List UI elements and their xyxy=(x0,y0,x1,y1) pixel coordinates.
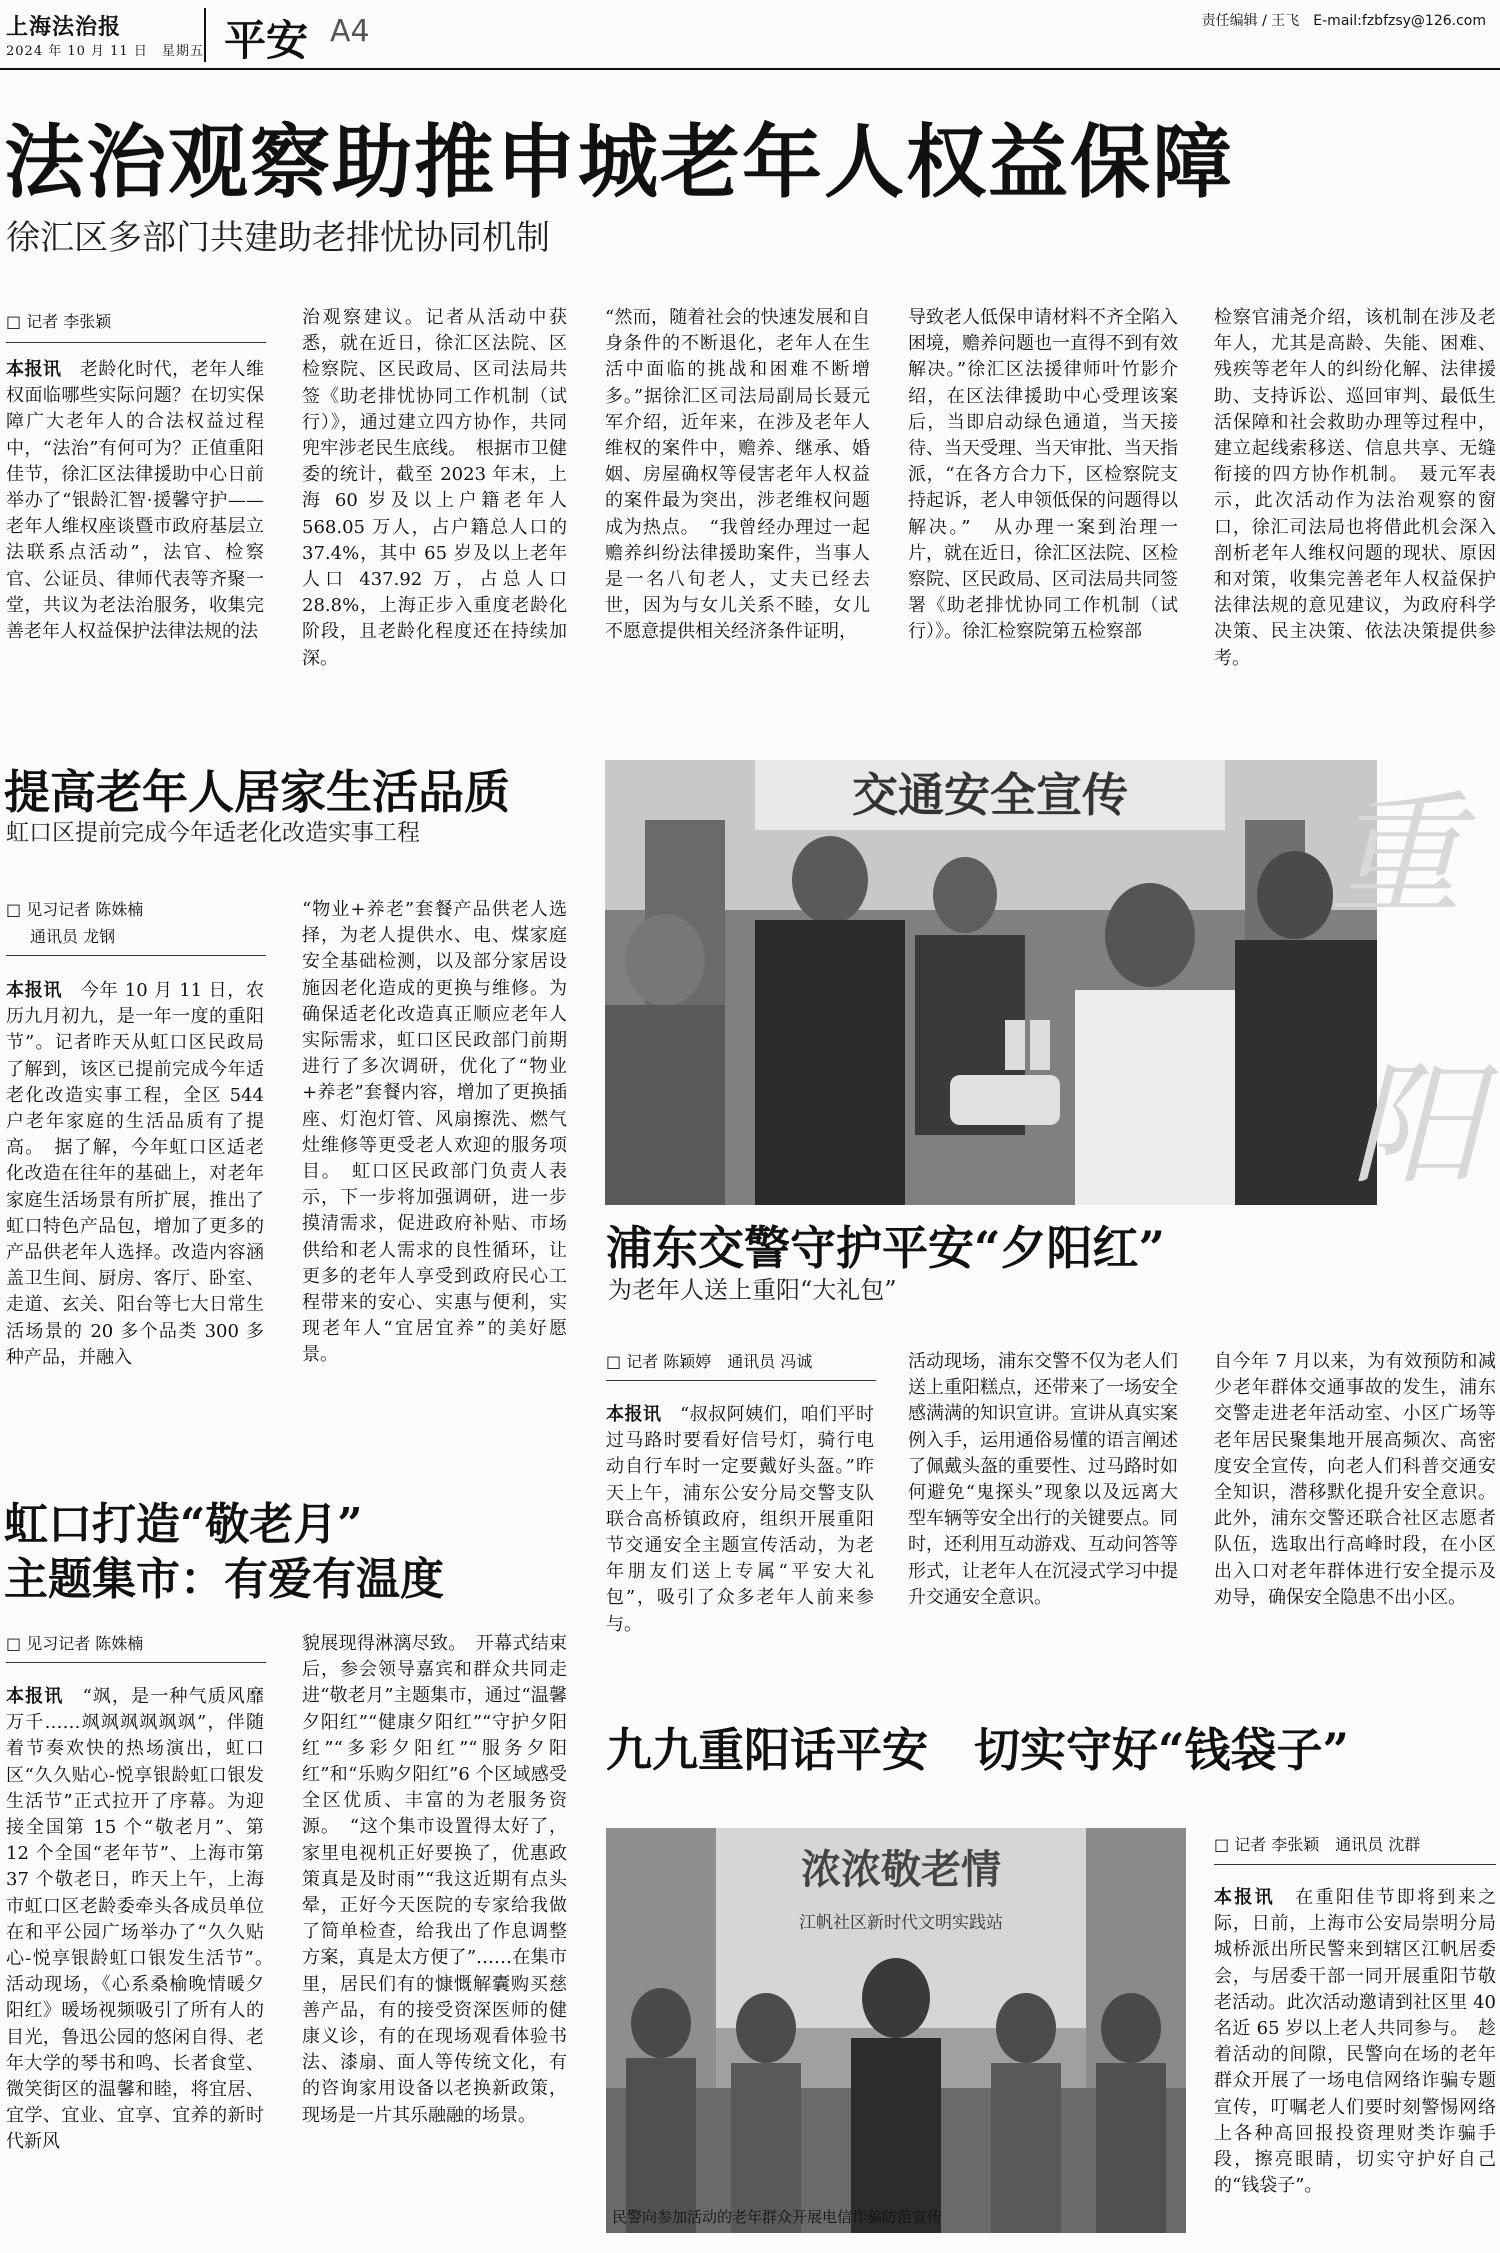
article1-column-1: 本报讯 老龄化时代，老年人维权面临哪些实际问题？在切实保障广大老年人的合法权益过程中，“法治”有何可为？正值重阳佳节，徐汇区法律援助中心日前举办了“银龄汇智·援馨守护——老年人维权座谈暨市政府基层立法联系点活动”，法官、检察官、公证员、律师代表等齐聚一堂，共议为老法治服务，收集完善老年人权益保护法律法规的法 xyxy=(6,359,265,643)
article2-lead: 本报讯 xyxy=(6,980,63,1001)
article4-photo xyxy=(605,760,1377,1205)
article4-headline: 浦东交警守护平安“夕阳红” xyxy=(606,1221,1165,1275)
article1-column-3: “然而，随着社会的快速发展和自身条件的不断退化，老年人在生活中面临的挑战和困难不断增多。”据徐汇区司法局副局长聂元军介绍，近年来，在涉及老年人维权的案件中，赡养、继承、婚姻、房屋确权等侵害老年人权益的案件最为突出，涉老维权问题成为热点。 “我曾经办理过一起赡养纠纷法律援助案件，当事人是一名八旬老人，丈夫已经去世，因为与女儿关系不睦，女儿不愿意提供相关经济条件证明， xyxy=(605,307,870,643)
byline-divider xyxy=(606,1380,876,1381)
decorative-character-yang: 阳 xyxy=(1350,1049,1482,1203)
byline-divider xyxy=(6,342,266,343)
article3-headline-line2: 主题集市：有爱有温度 xyxy=(4,1554,444,1605)
byline-divider xyxy=(1214,1864,1496,1865)
article3-column-2: 貌展现得淋漓尽致。 开幕式结束后，参会领导嘉宾和群众共同走进“敬老月”主题集市，通过“温馨夕阳红”“健康夕阳红”“守护夕阳红”“多彩夕阳红”“服务夕阳红”和“乐购夕阳红”6 个区域感受全区优质、丰富的为老服务资源。 “这个集市设置得太好了，家里电视机正好要换了，优惠政策真是及时雨”“我这近期有点头晕，正好今天医院的专家给我做了简单检查，给我出了作息调整方案，真是太方便了”……在集市里，居民们有的慷慨解囊购买慈善产品，有的接受资深医师的健康义诊，有的在现场观看体验书法、漆扇、面人等传统文化，有的咨询家用设备以老换新政策，现场是一片其乐融融的场景。 xyxy=(302,1633,567,2126)
article5-headline: 九九重阳话平安 切实守好“钱袋子” xyxy=(606,1723,1349,1777)
byline-divider xyxy=(6,1662,266,1663)
article5-byline: □ 记者 李张颖 通讯员 沈群 xyxy=(1214,1835,1421,1854)
article4-column-1: 本报讯 “叔叔阿姨们，咱们平时过马路时要看好信号灯，骑行电动自行车时一定要戴好头盔。”昨天上午，浦东公安分局交警支队联合高桥镇政府，组织开展重阳节交通安全主题宣传活动，为老年朋友们送上专属“平安大礼包”，吸引了众多老年人前来参与。 xyxy=(606,1404,875,1635)
article5-column-1: 本报讯 在重阳佳节即将到来之际，日前，上海市公安局崇明分局城桥派出所民警来到辖区江帆居委会，与居委干部一同开展重阳节敬老活动。此次活动邀请到社区里 40 名近 65 岁以上老人共同参与。 趁着活动的间隙，民警向在场的老年群众开展了一场电信网络诈骗专题宣传，叮嘱老人们要时刻警惕网络上各种高回报投资理财类诈骗手段，擦亮眼睛，切实守护好自己的“钱袋子”。 xyxy=(1214,1887,1497,2197)
article2-column-2: “物业+养老”套餐产品供老人选择，为老人提供水、电、煤家庭安全基础检测，以及部分家居设施因老化造成的更换与维修。为确保适老化改造真正顺应老年人实际需求，虹口区民政部门前期进行了多次调研，优化了“物业+养老”套餐内容，增加了更换插座、灯泡灯管、风扇擦洗、燃气灶维修等更受老人欢迎的服务项目。 虹口区民政部门负责人表示，下一步将加强调研，进一步摸清需求，促进政府补贴、市场供给和老人需求的良性循环，让更多的老年人享受到政府民心工程带来的安心、实惠与便利，实现老年人“宜居宜养”的美好愿景。 xyxy=(302,899,567,1366)
article1-column-4: 导致老人低保申请材料不齐全陷入困境，赡养问题也一直得不到有效解决。”徐汇区法援律师叶竹影介绍，在区法律援助中心受理该案后，当即启动绿色通道，当天接待、当天受理、当天审批、当天指派，“在各方合力下，区检察院支持起诉，老人申领低保的问题得以解决。” 从办理一案到治理一片，就在近日，徐汇区法院、区检察院、区民政局、区司法局共同签署《助老排忧协同工作机制（试行）》。徐汇检察院第五检察部 xyxy=(908,307,1178,643)
article1-headline: 法治观察助推申城老年人权益保障 xyxy=(4,115,1234,209)
article3-headline-line1: 虹口打造“敬老月” xyxy=(4,1499,363,1550)
article3-byline: □ 见习记者 陈姝楠 xyxy=(6,1634,144,1653)
page-number: A4 xyxy=(330,14,370,49)
article1-lead: 本报讯 xyxy=(6,359,62,380)
article2-headline: 提高老年人居家生活品质 xyxy=(4,765,510,819)
decorative-character-chong: 重 xyxy=(1330,779,1462,933)
masthead-logo: 上海法治报 xyxy=(6,14,122,40)
article1-byline: □ 记者 李张颖 xyxy=(6,312,112,331)
article4-column-2: 活动现场，浦东交警不仅为老人们送上重阳糕点，还带来了一场安全感满满的知识宣讲。宣讲从真实案例入手，运用通俗易懂的语言阐述了佩戴头盔的重要性、过马路时如何避免“鬼探头”现象以及远离大型车辆等安全出行的关键要点。同时，还利用互动游戏、互动问答等形式，让老年人在沉浸式学习中提升交通安全意识。 xyxy=(908,1351,1178,1608)
photo-banner-text: 浓浓敬老情 xyxy=(801,1846,1001,1893)
article4-lead: 本报讯 xyxy=(606,1404,662,1425)
article4-byline: □ 记者 陈颖婷 通讯员 冯诚 xyxy=(606,1352,813,1371)
article4-subhead: 为老年人送上重阳“大礼包” xyxy=(608,1276,897,1304)
photo-banner-subtext: 江帆社区新时代文明实践站 xyxy=(799,1913,1003,1933)
photo-sign-text: 交通安全宣传 xyxy=(852,768,1128,822)
article1-subhead: 徐汇区多部门共建助老排忧协同机制 xyxy=(6,218,550,258)
article1-column-5: 检察官浦尧介绍，该机制在涉及老年人，尤其是高龄、失能、困难、残疾等老年人的纠纷化解、法律援助、支持诉讼、巡回审判、最低生活保障和社会救助办理等过程中，建立起线索移送、信息共享、无缝衔接的四方协作机制。 聂元军表示，此次活动作为法治观察的窗口，徐汇司法局也将借此机会深入剖析老年人维权问题的现状、原因和对策，收集完善老年人权益保护法律法规的意见建议，为政府科学决策、民主决策、依法决策提供参考。 xyxy=(1214,307,1496,669)
article5-photo xyxy=(606,1828,1186,2233)
section-title: 平安 xyxy=(224,16,309,65)
article2-subhead: 虹口区提前完成今年适老化改造实事工程 xyxy=(6,820,420,846)
article4-column-3: 自今年 7 月以来，为有效预防和减少老年群体交通事故的发生，浦东交警走进老年活动室、小区广场等老年居民聚集地开展高频次、高密度安全宣传，向老人们科普交通安全知识，潜移默化提升安全意识。此外，浦东交警还联合社区志愿者队伍，选取出行高峰时段，在小区出入口对老年群体进行安全提示及劝导，确保安全隐患不出小区。 xyxy=(1214,1351,1496,1608)
article3-column-1: 本报讯 “飒，是一种气质风靡万千……飒飒飒飒飒飒”，伴随着节奏欢快的热场演出，虹口区“久久贴心-悦享银龄虹口银发生活节”正式拉开了序幕。为迎接全国第 15 个“敬老月”、第 12 个全国“老年节”、上海市第 37 个敬老日，昨天上午，上海市虹口区老龄委牵头各成员单位在和平公园广场举办了“久久贴心-悦享银龄虹口银发生活节”。 活动现场，《心系桑榆晚情暖夕阳红》暖场视频吸引了所有人的目光，鲁迅公园的悠闲自得、老年大学的琴书和鸣、长者食堂、微笑街区的温馨和睦，将宜居、宜学、宜业、宜享、宜养的新时代新风 xyxy=(6,1686,282,2153)
article5-photo-caption: 民警向参加活动的老年群众开展电信诈骗防范宣传 xyxy=(612,2208,943,2226)
article2-byline-2: 通讯员 龙钢 xyxy=(30,927,116,946)
masthead-rule xyxy=(0,68,1500,70)
article5-lead: 本报讯 xyxy=(1214,1887,1275,1908)
masthead-date: 2024 年 10 月 11 日 星期五 xyxy=(6,44,204,59)
article2-column-1: 本报讯 今年 10 月 11 日，农历九月初九，是一年一度的重阳节”。记者昨天从虹口区民政局了解到，该区已提前完成今年适老化改造实事工程，全区 544 户老年家庭的生活品质有了提高。 据了解，今年虹口区适老化改造在往年的基础上，对老年家庭生活场景有所扩展，推出了虹口特色产品包，增加了更多的产品供老年人选择。改造内容涵盖卫生间、厨房、客厅、卧室、走道、玄关、阳台等七大日常生活场景的 20 多个品类 300 多种产品，并融入 xyxy=(6,980,265,1368)
editor-contact: 责任编辑 / 王飞 E-mail:fzbfzsy@126.com xyxy=(1201,13,1486,29)
article2-byline-1: □ 见习记者 陈姝楠 xyxy=(6,900,144,919)
byline-divider xyxy=(6,955,266,956)
article1-column-2: 治观察建议。记者从活动中获悉，就在近日，徐汇区法院、区检察院、区民政局、区司法局共签《助老排忧协同工作机制（试行）》，通过建立四方协作，共同兜牢涉老民生底线。 根据市卫健委的统计，截至 2023 年末，上海 60 岁及以上户籍老年人 568.05 万人，占户籍总人口的 37.4%，其中 65 岁及以上老年人口 437.92 万，占总人口 28.8%，上海正步入重度老龄化阶段，且老龄化程度还在持续加深。 xyxy=(302,307,567,669)
article3-lead: 本报讯 xyxy=(6,1686,64,1707)
masthead-divider xyxy=(204,8,206,62)
